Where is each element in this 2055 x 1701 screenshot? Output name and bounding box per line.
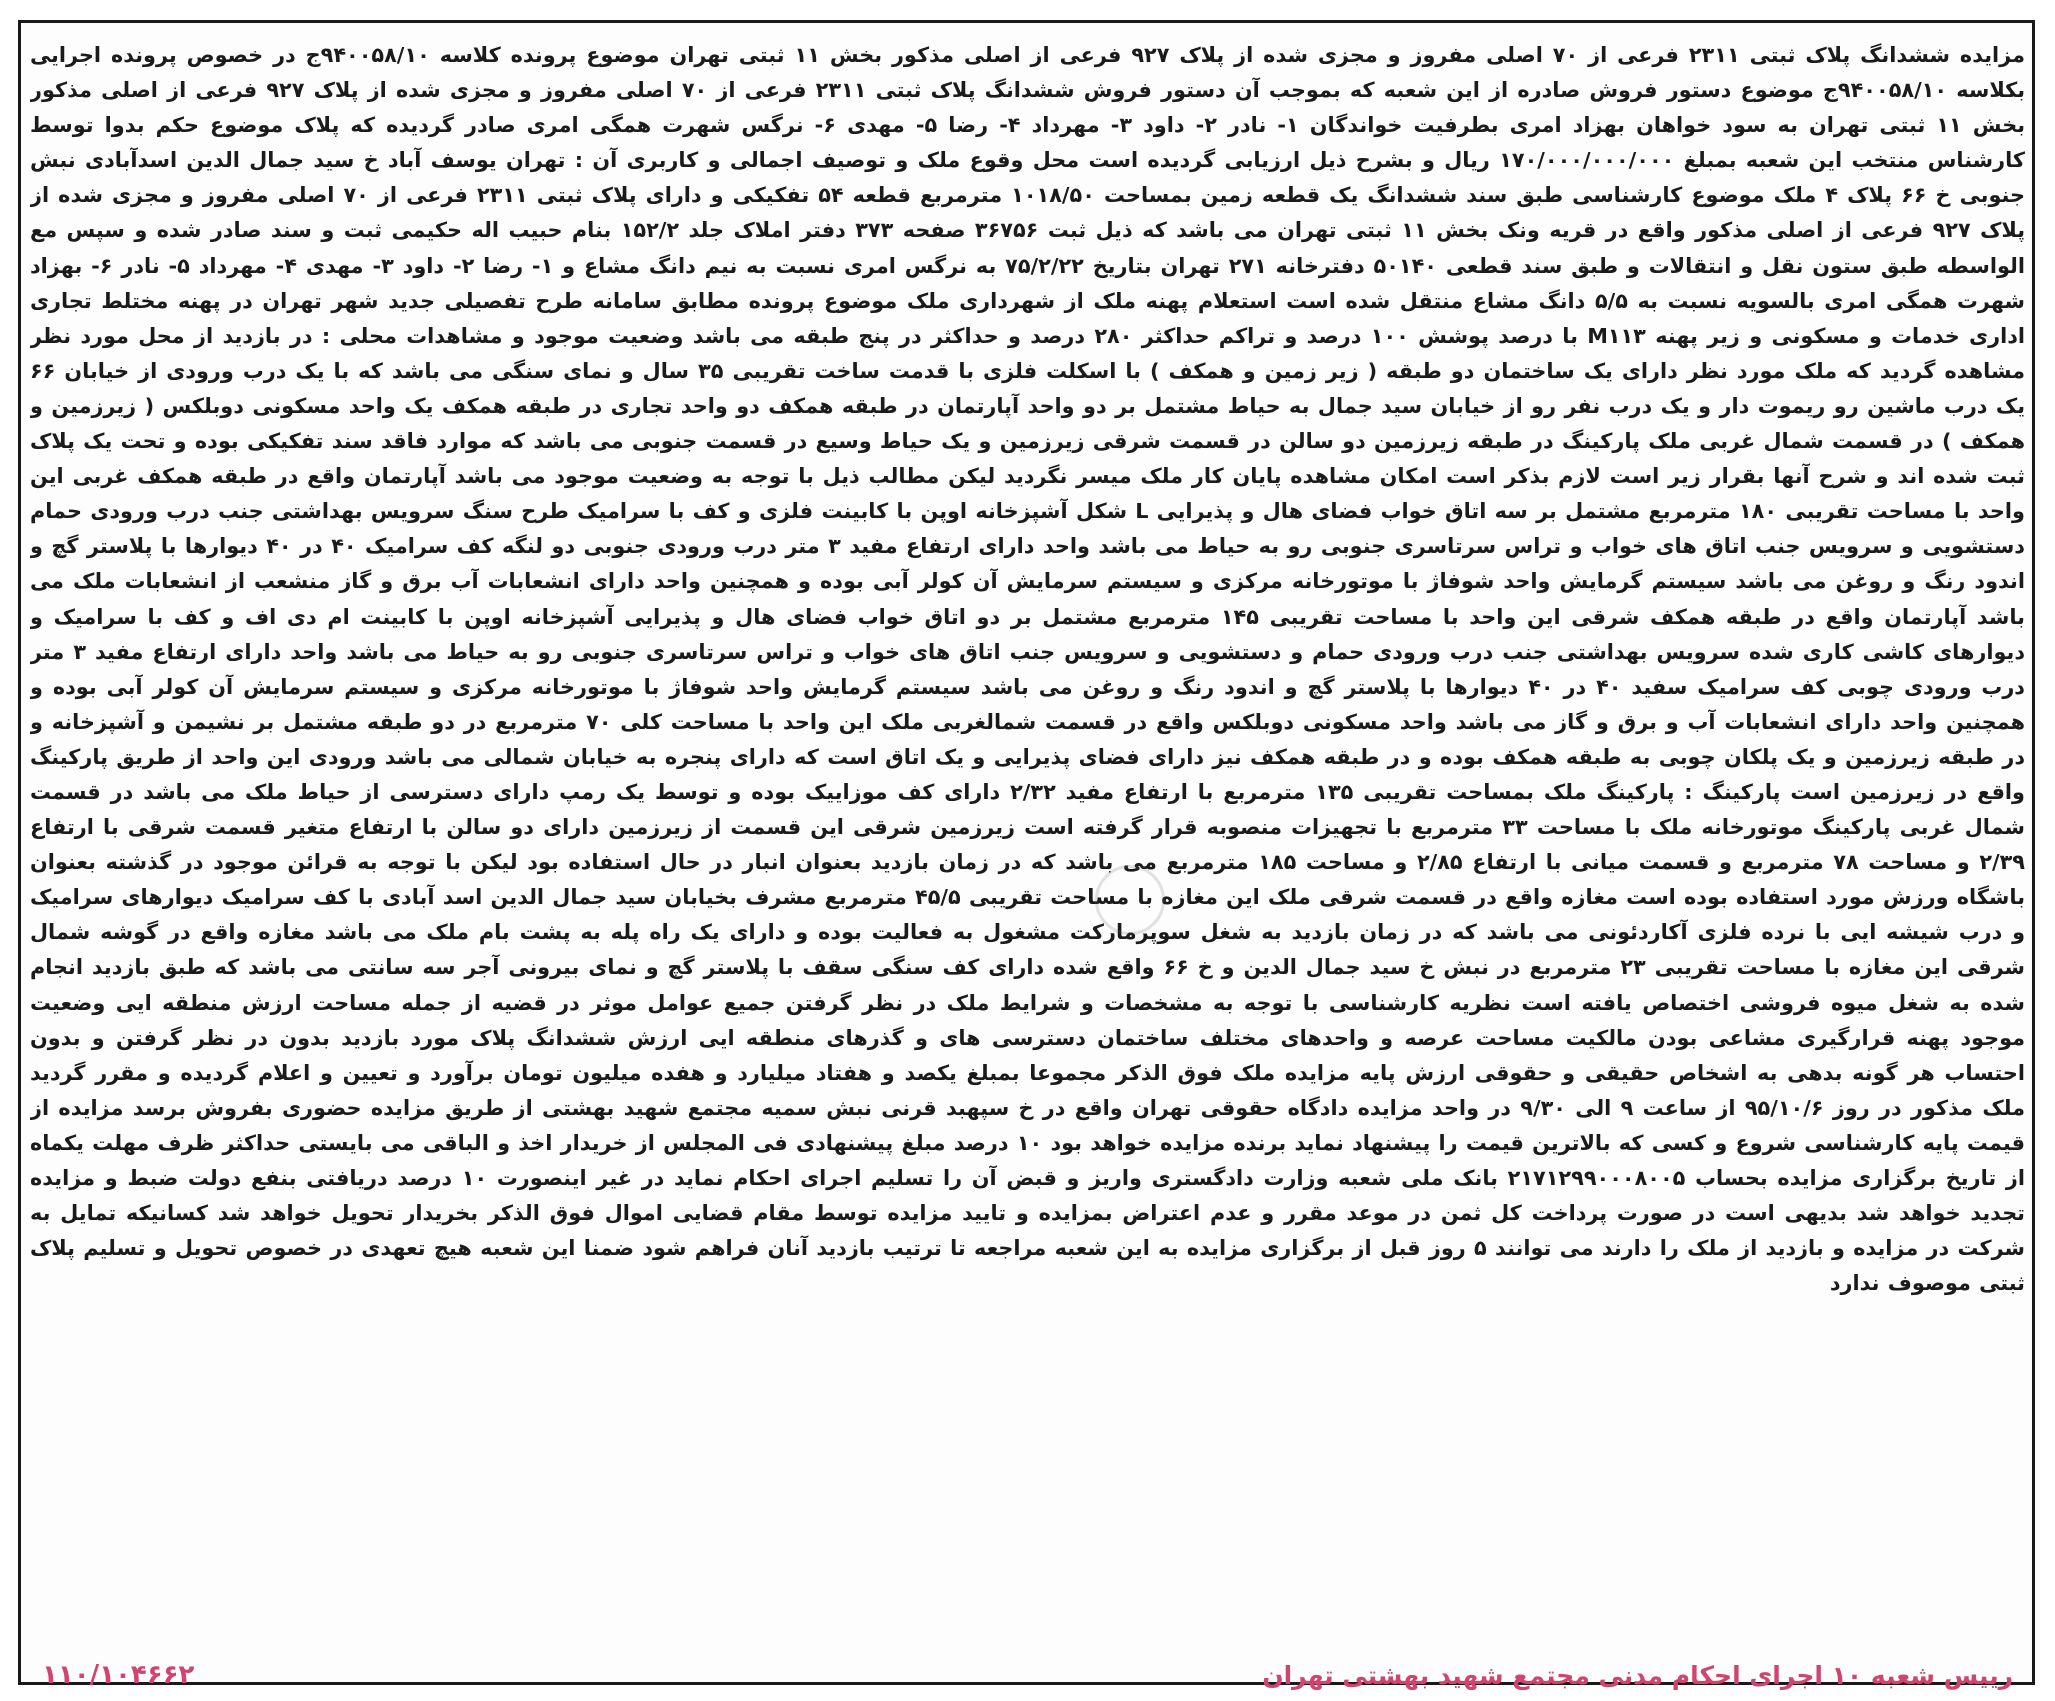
- reference-number: ۱۱۰/۱۰۴۶۶۲: [42, 1660, 195, 1690]
- notice-body-text: مزایده ششدانگ پلاک ثبتی ۲۳۱۱ فرعی از ۷۰ اصلی مفروز و مجزی شده از پلاک ۹۲۷ فرعی از اصلی مذکور بخش ۱۱ ثبتی تهران موضوع پرونده کلاسه ۹۴۰۰۵۸/۱۰ج در خصوص پرونده اجرایی بکلاسه ۹۴۰۰۵۸/۱۰ج موضوع دستور فروش صادره از این شعبه که بموجب آن دستور فروش ششدانگ پلاک ثبتی ۲۳۱۱ فرعی از ۷۰ اصلی مفروز و مجزی شده از پلاک ۹۲۷ فرعی از اصلی مذکور بخش ۱۱ ثبتی تهران به سود خواهان بهزاد امری بطرفیت خواندگان ۱- نادر ۲- داود ۳- مهرداد ۴- رضا ۵- مهدی ۶- نرگس شهرت همگی امری صادر گردیده که پلاک موضوع حکم بدوا توسط کارشناس منتخب این شعبه بمبلغ ۱۷۰/۰۰۰/۰۰۰/۰۰۰ ریال و بشرح ذیل ارزیابی گردیده است محل وقوع ملک و توصیف اجمالی و کاربری آن : تهران یوسف آباد خ سید جمال الدین اسدآبادی نبش جنوبی خ ۶۶ پلاک ۴ ملک موضوع کارشناسی طبق سند ششدانگ یک قطعه زمین بمساحت ۱۰۱۸/۵۰ مترمربع قطعه ۵۴ تفکیکی و دارای پلاک ثبتی ۲۳۱۱ فرعی از ۷۰ اصلی مفروز و مجزی شده از پلاک ۹۲۷ فرعی از اصلی مذکور واقع در قریه ونک بخش ۱۱ ثبتی تهران می باشد که ذیل ثبت ۳۶۷۵۶ صفحه ۳۷۳ دفتر املاک جلد ۱۵۲/۲ بنام حبیب اله حکیمی ثبت و سند صادر شده و سپس مع الواسطه طبق ستون نقل و انتقالات و طبق سند قطعی ۵۰۱۴۰ دفترخانه ۲۷۱ تهران بتاریخ ۷۵/۲/۲۲ به نرگس امری نسبت به نیم دانگ مشاع و ۱- رضا ۲- داود ۳- مهدی ۴- مهرداد ۵- نادر ۶- بهزاد شهرت همگی امری بالسویه نسبت به ۵/۵ دانگ مشاع منتقل شده است استعلام پهنه ملک از شهرداری ملک موضوع پرونده مطابق سامانه طرح تفصیلی جدید شهر تهران در پهنه مختلط تجاری اداری خدمات و مسکونی و زیر پهنه M۱۱۳ با درصد پوشش ۱۰۰ درصد و تراکم حداکثر ۲۸۰ درصد و حداکثر در پنج طبقه می باشد وضعیت موجود و مشاهدات محلی : در بازدید از محل مورد نظر مشاهده گردید که ملک مورد نظر دارای یک ساختمان دو طبقه ( زیر زمین و همکف ) با اسکلت فلزی با قدمت ساخت تقریبی ۳۵ سال و نمای سنگی می باشد که با یک درب ورودی از خیابان ۶۶ یک درب ماشین رو ریموت دار و یک درب نفر رو از خیابان سید جمال به حیاط مشتمل بر دو واحد آپارتمان در طبقه همکف دو واحد تجاری در طبقه همکف یک واحد مسکونی دوبلکس ( زیرزمین و همکف ) در قسمت شمال غربی ملک پارکینگ در طبقه زیرزمین دو سالن در قسمت شرقی زیرزمین و یک حیاط وسیع در قسمت جنوبی می باشد که موارد فاقد سند تفکیکی بوده و تحت یک پلاک ثبت شده اند و شرح آنها بقرار زیر است لازم بذکر است امکان مشاهده پایان کار ملک میسر نگردید لیکن مطالب ذیل با توجه به وضعیت موجود می باشد آپارتمان واقع در طبقه همکف غربی این واحد با مساحت تقریبی ۱۸۰ مترمربع مشتمل بر سه اتاق خواب فضای هال و پذیرایی L شکل آشپزخانه اوپن با کابینت فلزی و کف با سرامیک طرح سنگ سرویس بهداشتی جنب درب ورودی حمام دستشویی و سرویس جنب اتاق های خواب و تراس سرتاسری جنوبی رو به حیاط می باشد واحد دارای ارتفاع مفید ۳ متر درب ورودی جنوبی دو لنگه کف سرامیک ۴۰ در ۴۰ دیوارها با پلاستر گچ و اندود رنگ و روغن می باشد سیستم گرمایش واحد شوفاژ با موتورخانه مرکزی و سیستم سرمایش آن کولر آبی بوده و همچنین واحد دارای انشعابات آب برق و گاز منشعب از انشعابات ملک می باشد آپارتمان واقع در طبقه همکف شرقی این واحد با مساحت تقریبی ۱۴۵ مترمربع مشتمل بر دو اتاق خواب فضای هال و پذیرایی آشپزخانه اوپن با کابینت ام دی اف و کف با سرامیک و دیوارهای کاشی کاری شده سرویس بهداشتی جنب درب ورودی حمام و دستشویی و سرویس جنب اتاق های خواب و تراس سرتاسری جنوبی رو به حیاط می باشد واحد دارای ارتفاع مفید ۳ متر درب ورودی چوبی کف سرامیک سفید ۴۰ در ۴۰ دیوارها با پلاستر گچ و اندود رنگ و روغن می باشد سیستم گرمایش واحد شوفاژ با موتورخانه مرکزی و سیستم سرمایش آن کولر آبی بوده و همچنین واحد دارای انشعابات آب و برق و گاز می باشد واحد مسکونی دوبلکس واقع در قسمت شمالغربی ملک این واحد با مساحت کلی ۷۰ مترمربع در دو طبقه مشتمل بر نشیمن و آشپزخانه و در طبقه زیرزمین و یک پلکان چوبی به طبقه همکف بوده و در طبقه همکف نیز دارای فضای پذیرایی و یک اتاق است که دارای پنجره به خیابان شمالی می باشد ورودی این واحد از طریق پارکینگ واقع در زیرزمین است پارکینگ : پارکینگ ملک بمساحت تقریبی ۱۳۵ مترمربع با ارتفاع مفید ۲/۳۲ دارای کف موزاییک بوده و توسط یک رمپ دارای دسترسی از حیاط ملک می باشد در قسمت شمال غربی پارکینگ موتورخانه ملک با مساحت ۳۳ مترمربع با تجهیزات منصوبه قرار گرفته است زیرزمین شرقی این قسمت از زیرزمین دارای دو سالن با ارتفاع متغیر قسمت شرقی با ارتفاع ۲/۳۹ و مساحت ۷۸ مترمربع و قسمت میانی با ارتفاع ۲/۸۵ و مساحت ۱۸۵ مترمربع می باشد که در زمان بازدید بعنوان انبار در حال استفاده بود لیکن با توجه به قرائن موجود در گذشته بعنوان باشگاه ورزش مورد استفاده بوده است مغازه واقع در قسمت شرقی ملک این مغازه با مساحت تقریبی ۴۵/۵ مترمربع مشرف بخیابان سید جمال الدین اسد آبادی با کف سرامیک دیوارهای سرامیک و درب شیشه ایی با نرده فلزی آکاردئونی می باشد که در زمان بازدید به شغل سوپرمارکت مشغول به فعالیت بوده و دارای یک راه پله به پشت بام ملک می باشد مغازه واقع در گوشه شمال شرقی این مغازه با مساحت تقریبی ۲۳ مترمربع در نبش خ سید جمال الدین و خ ۶۶ واقع شده دارای کف سنگی سقف با پلاستر گچ و نمای بیرونی آجر سه سانتی می باشد که طبق بازدید انجام شده به شغل میوه فروشی اختصاص یافته است نظریه کارشناسی با توجه به مشخصات و شرایط ملک در نظر گرفتن جمیع عوامل موثر در قضیه از جمله مساحت ارزش منطقه ایی وضعیت موجود پهنه قرارگیری مشاعی بودن مالکیت مساحت عرصه و واحدهای مختلف ساختمان دسترسی های و گذرهای منطقه ایی ارزش ششدانگ پلاک مورد بازدید بدون در نظر گرفتن و بدون احتساب هر گونه بدهی به اشخاص حقیقی و حقوقی ارزش پایه مزایده ملک فوق الذکر مجموعا بمبلغ یکصد و هفتاد میلیارد و هفده میلیون تومان برآورد و تعیین و اعلام گردیده و مقرر گردید ملک مذکور در روز ۹۵/۱۰/۶ از ساعت ۹ الی ۹/۳۰ در واحد مزایده دادگاه حقوقی تهران واقع در خ سپهبد قرنی نبش سمیه مجتمع شهید بهشتی از طریق مزایده حضوری بفروش برسد مزایده از قیمت پایه کارشناسی شروع و کسی که بالاترین قیمت را پیشنهاد نماید برنده مزایده خواهد بود ۱۰ درصد مبلغ پیشنهادی فی المجلس از خریدار اخذ و الباقی می بایستی حداکثر ظرف مهلت یکماه از تاریخ برگزاری مزایده بحساب ۲۱۷۱۲۹۹۰۰۰۸۰۰۵ بانک ملی شعبه وزارت دادگستری واریز و قبض آن را تسلیم اجرای احکام نماید در غیر اینصورت ۱۰ درصد دریافتی بنفع دولت ضبط و مزایده تجدید خواهد شد بدیهی است در صورت پرداخت کل ثمن در موعد مقرر و عدم اعتراض بمزایده و تایید مزایده توسط مقام قضایی اموال فوق الذکر بخریدار تحویل خواهد شد کسانیکه تمایل به شرکت در مزایده و بازدید از ملک را دارند می توانند ۵ روز قبل از برگزاری مزایده به این شعبه مراجعه تا ترتیب بازدید آنان فراهم شود ضمنا این شعبه هیچ تعهدی در خصوص تحویل و تسلیم پلاک ثبتی موصوف ندارد: [30, 43, 2025, 1296]
- watermark-seal-icon: [1095, 865, 1165, 935]
- signature-line: رییس شعبه ۱۰ اجرای احکام مدنی مجتمع شهید بهشتی تهران: [1262, 1660, 2013, 1690]
- watermark-logo: [1030, 865, 1230, 975]
- notice-footer: [42, 1658, 2013, 1692]
